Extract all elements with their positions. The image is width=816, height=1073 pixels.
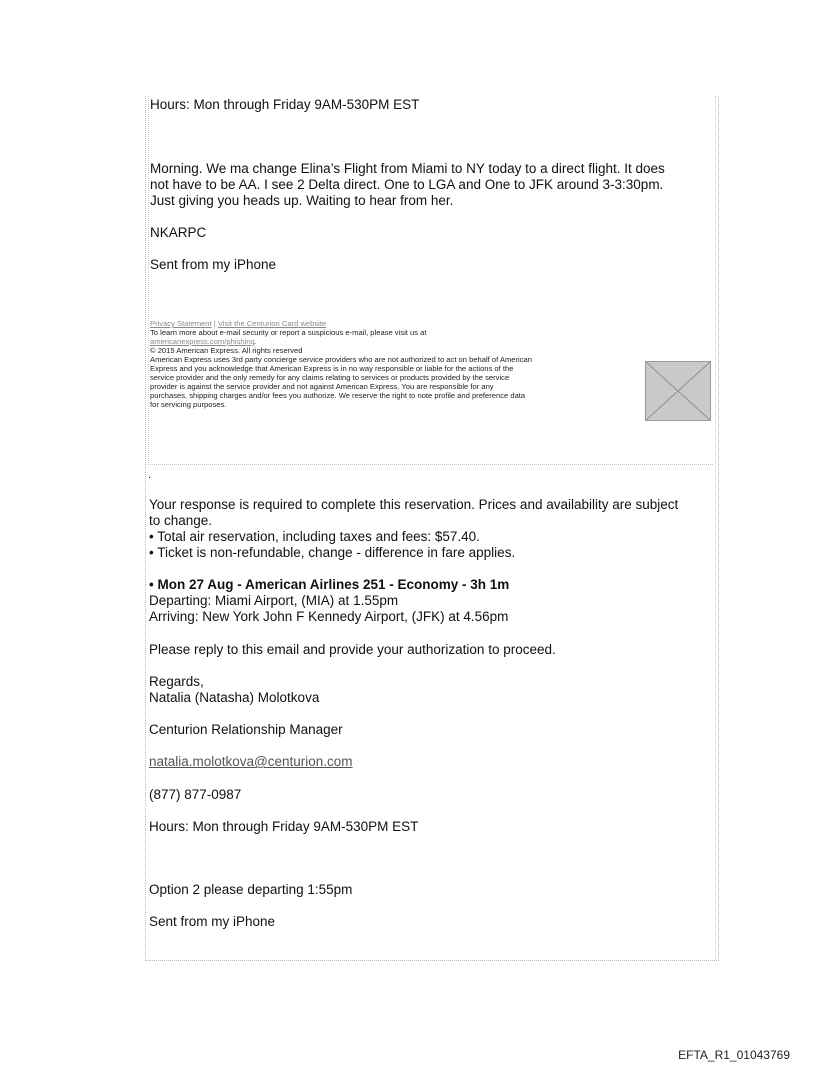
sender-email-link[interactable]: natalia.molotkova@centurion.com: [149, 754, 353, 769]
disclaimer-line-6: for servicing purposes.: [150, 400, 227, 409]
message-line-1: Morning. We ma change Elina’s Flight from Miami to NY today to a direct flight. It does: [150, 161, 665, 176]
reservation-bullet-total: • Total air reservation, including taxes and fees: $57.40.: [149, 529, 480, 544]
reply-instruction: Please reply to this email and provide your authorization to proceed.: [149, 642, 556, 657]
reply-message-text: Option 2 please departing 1:55pm: [149, 882, 353, 897]
disclaimer-line-3: service provider and the only remedy for any claims relating to services or products provided by the service: [150, 373, 510, 382]
footer-links: [150, 319, 326, 328]
document-id: EFTA_R1_01043769: [678, 1048, 790, 1062]
link-separator: |: [211, 319, 218, 328]
disclaimer-line-4: provider is against the service provider and not against American Express. You are responsible for any: [150, 382, 494, 391]
image-placeholder-icon: [646, 362, 710, 420]
reservation-bullet-ticket: • Ticket is non-refundable, change - difference in fare applies.: [149, 545, 516, 560]
regards-text: Regards,: [149, 674, 204, 689]
sender-phone: (877) 877-0987: [149, 787, 242, 802]
stray-dot: .: [148, 469, 152, 481]
phishing-suffix: .: [254, 337, 257, 346]
message-line-2: not have to be AA. I see 2 Delta direct. One to LGA and One to JFK around 3-3:30pm.: [150, 177, 664, 192]
reservation-intro-line-1: Your response is required to complete this reservation. Prices and availability are subject: [149, 497, 679, 512]
phishing-line: [150, 337, 257, 346]
hours-text-bottom: Hours: Mon through Friday 9AM-530PM EST: [149, 819, 419, 834]
disclaimer-line-1: American Express uses 3rd party concierge service providers who are not authorized to act on behalf of American: [150, 355, 532, 364]
hours-text-top: Hours: Mon through Friday 9AM-530PM EST: [150, 97, 420, 112]
phishing-link[interactable]: americanexpress.com/phishing: [150, 337, 255, 346]
disclaimer-line-2: Express and you acknowledge that American Express is in no way responsible or liable for the actions of the: [150, 364, 514, 373]
message-line-3: Just giving you heads up. Waiting to hear from her.: [150, 193, 454, 208]
quoted-message-frame: [148, 96, 713, 465]
reservation-intro-line-2: to change.: [149, 513, 213, 528]
learn-more-text: To learn more about e-mail security or report a suspicious e-mail, please visit us at: [150, 328, 427, 337]
signature: NKARPC: [150, 225, 207, 240]
broken-image-placeholder: [645, 361, 711, 421]
disclaimer-line-5: purchases, shipping charges and/or fees you authorize. We reserve the right to note profile and preference data: [150, 391, 526, 400]
copyright-text: © 2015 American Express. All rights reserved: [150, 346, 303, 355]
arriving-text: Arriving: New York John F Kennedy Airport, (JFK) at 4.56pm: [149, 609, 509, 624]
privacy-statement-link[interactable]: Privacy Statement: [150, 319, 212, 328]
flight-title: • Mon 27 Aug - American Airlines 251 - Economy - 3h 1m: [149, 577, 510, 592]
sender-role: Centurion Relationship Manager: [149, 722, 343, 737]
centurion-website-link[interactable]: Visit the Centurion Card website: [217, 319, 327, 328]
sender-name: Natalia (Natasha) Molotkova: [149, 690, 320, 705]
sent-from-bottom: Sent from my iPhone: [149, 914, 276, 929]
departing-text: Departing: Miami Airport, (MIA) at 1.55pm: [149, 593, 399, 608]
sent-from-top: Sent from my iPhone: [150, 257, 277, 272]
